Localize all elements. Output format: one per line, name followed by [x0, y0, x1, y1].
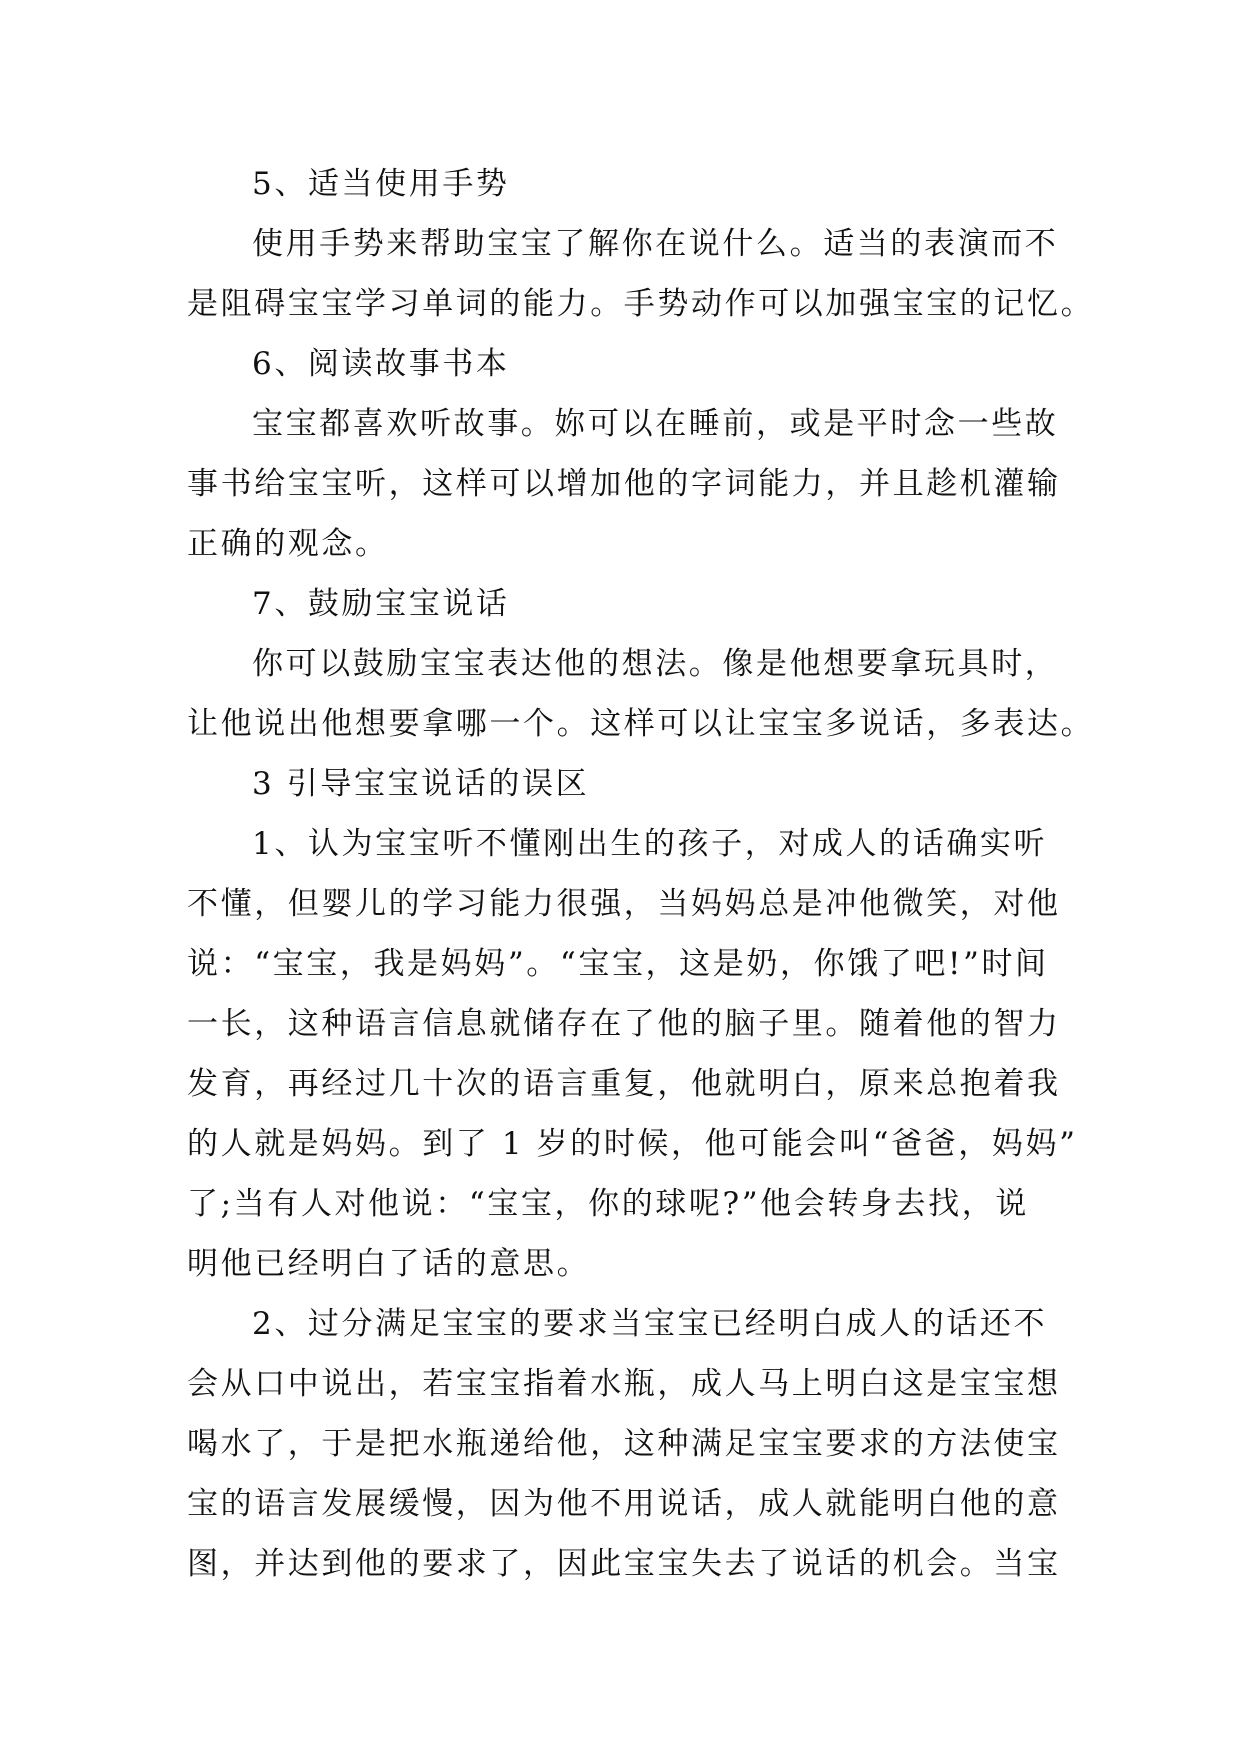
paragraph-line: 正确的观念。	[187, 526, 389, 562]
paragraph-line: 事书给宝宝听，这样可以增加他的字词能力，并且趁机灌输	[187, 466, 1061, 502]
paragraph-line: 让他说出他想要拿哪一个。这样可以让宝宝多说话，多表达。	[187, 706, 1095, 742]
paragraph-line: 发育，再经过几十次的语言重复，他就明白，原来总抱着我	[187, 1066, 1061, 1102]
heading-5-use-gestures: 5、适当使用手势	[252, 166, 510, 202]
paragraph-line: 2、过分满足宝宝的要求当宝宝已经明白成人的话还不	[252, 1306, 1048, 1342]
paragraph-line: 使用手势来帮助宝宝了解你在说什么。适当的表演而不	[252, 226, 1059, 262]
paragraph-line: 说：“宝宝，我是妈妈”。“宝宝，这是奶，你饿了吧!”时间	[187, 946, 1049, 982]
paragraph-line: 你可以鼓励宝宝表达他的想法。像是他想要拿玩具时，	[252, 646, 1059, 682]
section-heading-misconceptions: 3 引导宝宝说话的误区	[252, 766, 590, 802]
paragraph-line: 一长，这种语言信息就储存在了他的脑子里。随着他的智力	[187, 1006, 1061, 1042]
heading-7-encourage-speaking: 7、鼓励宝宝说话	[252, 586, 510, 622]
paragraph-line: 宝的语言发展缓慢，因为他不用说话，成人就能明白他的意	[187, 1486, 1061, 1522]
paragraph-line: 会从口中说出，若宝宝指着水瓶，成人马上明白这是宝宝想	[187, 1366, 1061, 1402]
heading-6-read-story-books: 6、阅读故事书本	[252, 346, 510, 382]
paragraph-line: 不懂，但婴儿的学习能力很强，当妈妈总是冲他微笑，对他	[187, 886, 1061, 922]
paragraph-line: 是阻碍宝宝学习单词的能力。手势动作可以加强宝宝的记忆。	[187, 286, 1095, 322]
paragraph-line: 1、认为宝宝听不懂刚出生的孩子，对成人的话确实听	[252, 826, 1048, 862]
paragraph-line: 了;当有人对他说：“宝宝，你的球呢?”他会转身去找，说	[187, 1186, 1029, 1222]
paragraph-line: 明他已经明白了话的意思。	[187, 1246, 591, 1282]
paragraph-line: 宝宝都喜欢听故事。妳可以在睡前，或是平时念一些故	[252, 406, 1059, 442]
paragraph-line: 喝水了，于是把水瓶递给他，这种满足宝宝要求的方法使宝	[187, 1426, 1061, 1462]
paragraph-line: 图，并达到他的要求了，因此宝宝失去了说话的机会。当宝	[187, 1546, 1061, 1582]
paragraph-line: 的人就是妈妈。到了 1 岁的时候，他可能会叫“爸爸，妈妈”	[187, 1126, 1078, 1162]
